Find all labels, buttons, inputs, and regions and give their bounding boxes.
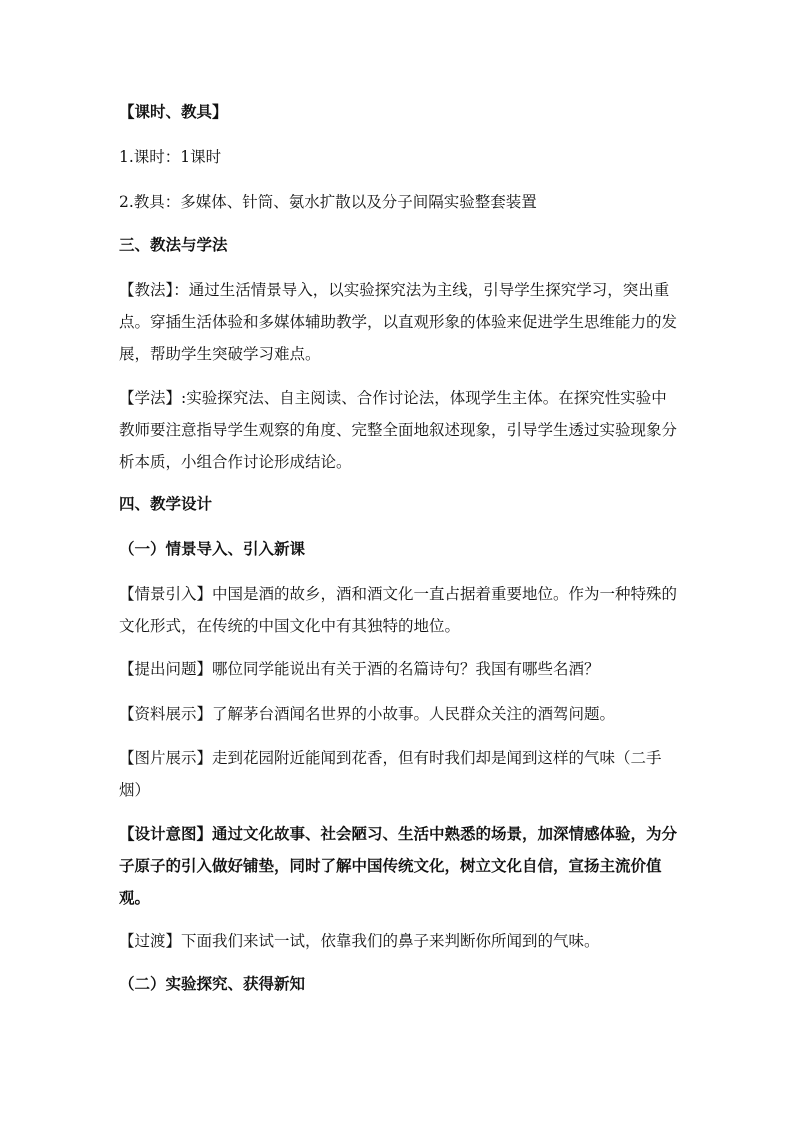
part1-heading-text: （一）情景导入、引入新课 [119,540,306,558]
intro-tag: 【情景引入】 [119,585,213,603]
material-text: 了解茅台酒闻名世界的小故事。人民群众关注的酒驾问题。 [212,705,616,723]
teaching-method-text: ：通过生活情景导入，以实验探究法为主线，引导学生探究学习，突出重点。穿插生活体验和多媒体辅助教学，以直观形象的体验来促进学生思维能力的发展，帮助学生突破学习难点。 [119,281,678,363]
teaching-method-paragraph [119,274,679,370]
learning-method-paragraph [119,382,679,478]
question-text: 哪位同学能说出有关于酒的名篇诗句？我国有哪些名酒？ [212,660,600,678]
teaching-method-tag: 【教法】 [119,281,174,299]
intro-paragraph [119,578,679,642]
picture-tag: 【图片展示】 [119,749,213,767]
intro-text: 中国是酒的故乡，酒和酒文化一直占据着重要地位。作为一种特殊的文化形式，在传统的中国文化中有其独特的地位。 [119,585,678,635]
part2-heading [119,968,679,1000]
teaching-tools-item [119,186,679,218]
picture-text: 走到花园附近能闻到花香，但有时我们却是闻到这样的气味（二手烟） [119,749,662,799]
learning-method-tag: 【学法】 [119,389,182,407]
design-heading-text: 四、教学设计 [119,495,213,513]
question-paragraph [119,653,679,685]
material-paragraph [119,698,679,730]
teaching-tools-text: 2.教具：多媒体、针筒、氨水扩散以及分子间隔实验整套装置 [119,193,537,211]
lesson-time-item [119,141,679,173]
learning-method-text: :实验探究法、自主阅读、合作讨论法，体现学生主体。在探究性实验中教师要注意指导学生观察的角度、完整全面地叙述现象，引导学生透过实验现象分析本质，小组合作讨论形成结论。 [119,389,678,471]
lesson-tools-heading [119,96,679,128]
transition-text: 下面我们来试一试，依靠我们的鼻子来判断你所闻到的气味。 [181,932,600,950]
question-tag: 【提出问题】 [119,660,213,678]
intent-text: 通过文化故事、社会陋习、生活中熟悉的场景，加深情感体验，为分子原子的引入做好铺垫，同时了解中国传统文化，树立文化自信，宣扬主流价值观。 [119,825,678,907]
material-tag: 【资料展示】 [119,705,213,723]
methods-heading-text: 三、教法与学法 [119,236,228,254]
part1-heading [119,533,679,565]
intent-tag: 【设计意图】 [119,825,213,843]
transition-paragraph [119,925,679,957]
intent-paragraph [119,818,679,914]
design-heading [119,488,679,520]
lesson-time-text: 1.课时：1课时 [119,148,222,166]
picture-paragraph [119,742,679,806]
lesson-tools-heading-text: 【课时、教具】 [119,103,228,121]
transition-tag: 【过渡】 [119,932,182,950]
methods-heading [119,229,679,261]
part2-heading-text: （二）实验探究、获得新知 [119,975,306,993]
